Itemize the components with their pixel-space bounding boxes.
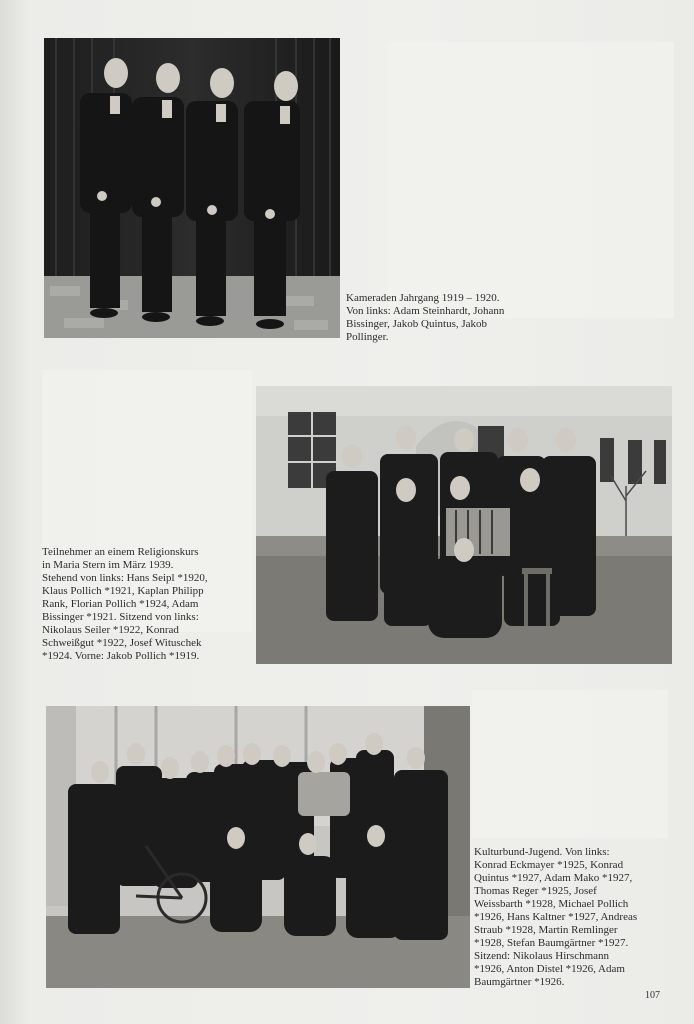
page-shadow-area [472, 690, 668, 838]
photo-religionskurs [256, 386, 672, 664]
photo-kameraden [44, 38, 340, 338]
photo-kulturbund [46, 706, 470, 988]
photo-caption: Kameraden Jahrgang 1919 – 1920. Von links: Adam Steinhardt, Johann Bissinger, Jakob Quintus, Jakob Pollinger. [346, 292, 505, 343]
page-number: 107 [645, 990, 660, 1001]
page-shadow-area [388, 42, 674, 318]
photo-caption: Teilnehmer an einem Religionskurs in Maria Stern im März 1939. Stehend von links: Hans Seipl *1920, Klaus Pollich *1921, Kaplan Philipp Rank, Florian Pollich *1924, Adam Bissinger *1921. Sitzend von links: Nikolaus Seiler *1922, Konrad Schweißgut *1922, Josef Wituschek *1924. Vorne: Jakob Pollich *1919. [42, 546, 208, 662]
photo-caption: Kulturbund-Jugend. Von links: Konrad Eckmayer *1925, Konrad Quintus *1927, Adam Mako *1927, Thomas Reger *1925, Josef Weissbarth *1928, Michael Pollich *1926, Hans Kaltner *1927, Andreas Straub *1928, Martin Remlinger *1928, Stefan Baumgärtner *1927. Sitzend: Nikolaus Hirschmann *1926, Anton Distel *1926, Adam Baumgärtner *1926. [474, 846, 638, 988]
